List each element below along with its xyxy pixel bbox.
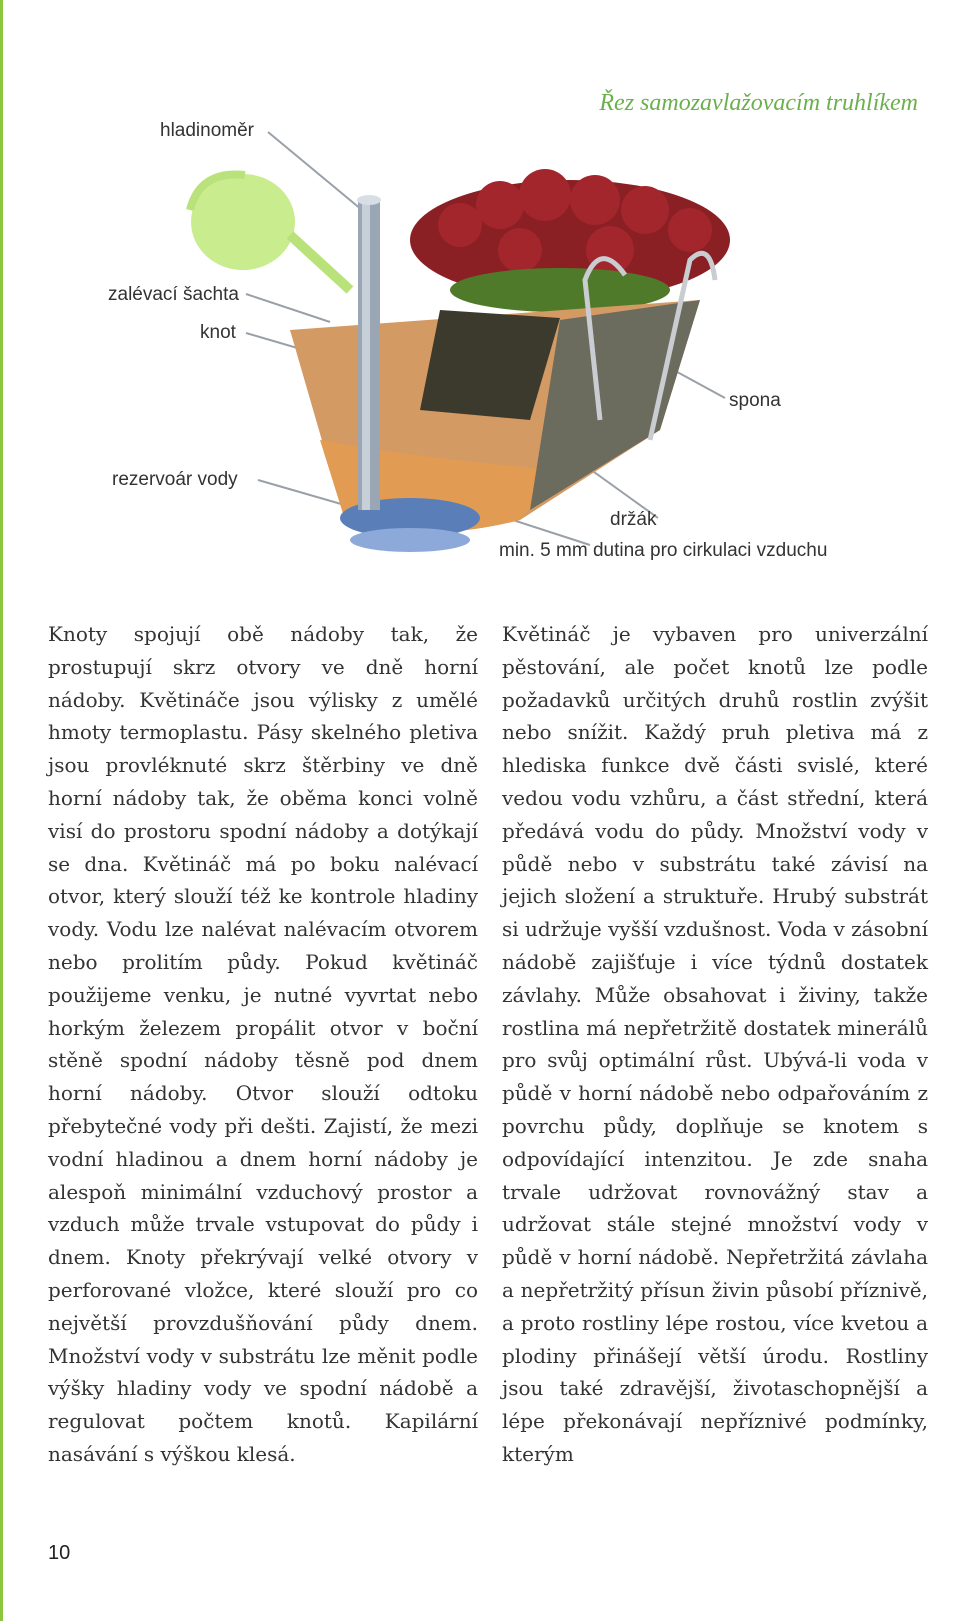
watering-can-icon	[190, 174, 350, 290]
label-spona: spona	[729, 390, 781, 411]
label-rezervoar: rezervoár vody	[112, 469, 238, 490]
text-column-right	[502, 618, 928, 1471]
label-knot: knot	[200, 322, 236, 343]
label-hladinomer: hladinoměr	[160, 120, 254, 141]
paragraph: Květináč je vybaven pro univerzální pěstování, ale počet knotů lze podle požadavků určitých druhů rostlin zvýšit nebo snížit. Každý pruh pletiva má z hlediska funkce dvě části svislé, které vedou vodu vzhůru, a část střední, která předává vodu do půdy. Množství vody v půdě nebo v substrátu také závisí na jejich složení a struktuře. Hrubý substrát si udržuje vyšší vzdušnost. Voda v zásobní nádobě zajišťuje i více týdnů dostatek závlahy. Může obsahovat i živiny, takže rostlina má nepřetržitě dostatek minerálů pro svůj optimální růst. Ubývá-li voda v půdě v horní nádobě nebo odpařováním z povrchu půdy, doplňuje se knotem s odpovídající intenzitou. Je zde snaha trvale udržovat rovnovážný stav a udržovat stále stejné množství vody v půdě v horní nádobě. Nepřetržitá závlaha a nepřetržitý přísun živin působí příznivě, a proto rostliny lépe rostou, více kvetou a plodiny přinášejí větší úrodu. Rostliny jsou také zdravější, životaschopnější a lépe překonávají nepříznivé podmínky, kterým	[502, 622, 928, 1466]
watering-shaft	[357, 195, 381, 510]
label-dutina: min. 5 mm dutina pro cirkulaci vzduchu	[499, 540, 828, 561]
figure-title: Řez samozavlažovacím truhlíkem	[599, 90, 918, 116]
label-drzak: držák	[610, 509, 657, 530]
text-column-left	[48, 618, 478, 1471]
page-number: 10	[48, 1542, 71, 1564]
label-zalevaci-sachta: zalévací šachta	[108, 284, 239, 305]
paragraph: Knoty spojují obě nádoby tak, že prostupují skrz otvory ve dně horní nádoby. Květináče jsou výlisky z umělé hmoty termoplastu. Pásy skelného pletiva jsou provléknuté skrz štěrbiny ve dně horní nádoby tak, že oběma konci volně visí do prostoru spodní nádoby a dotýkají se dna. Květináč má po boku nalévací otvor, který slouží též ke kontrole hladiny vody. Vodu lze nalévat nalévacím otvorem nebo prolitím půdy. Pokud květináč použijeme venku, je nutné vyvrtat nebo horkým železem propálit otvor v boční stěně spodní nádoby těsně pod dnem horní nádoby. Otvor slouží odtoku přebytečné vody při dešti. Zajistí, že mezi vodní hladinou a dnem horní nádoby je alespoň minimální vzduchový prostor a vzduch může trvale vstupovat do půdy i dnem. Knoty překrývají velké otvory v perforované vložce, které slouží pro co největší provzdušňování půdy dnem. Množství vody v substrátu lze měnit podle výšky hladiny vody ve spodní nádobě a regulovat počtem knotů. Kapilární nasávání s výškou klesá.	[48, 622, 478, 1466]
